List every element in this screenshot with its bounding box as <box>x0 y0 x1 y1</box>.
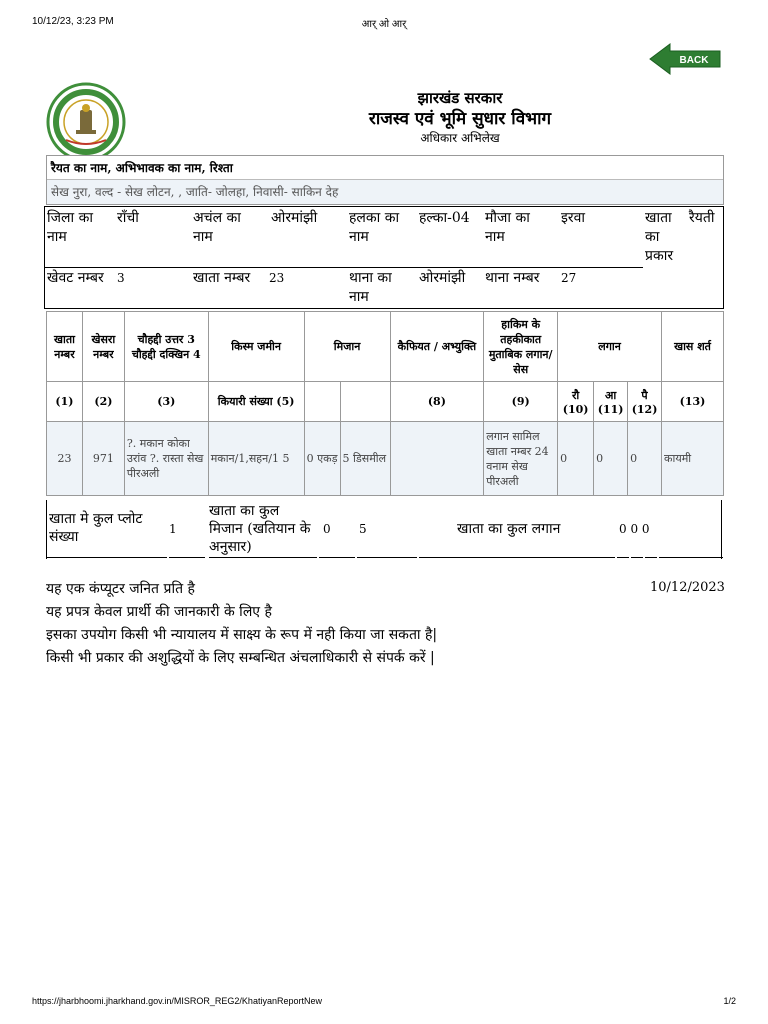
mauza-value: इरवा <box>561 210 586 226</box>
summary-rule <box>631 557 643 558</box>
num-2: (2) <box>82 382 124 422</box>
table-header-row <box>47 312 724 382</box>
owner-value: सेख नुरा, वल्द - सेख लोटन, , जाति- जोलहा, निवासी- साकिन देह <box>47 180 723 204</box>
cell-aa: 0 <box>594 422 628 496</box>
circle-label: अचंल का नाम <box>193 210 241 245</box>
total-mijan-acre: 0 <box>323 522 331 536</box>
num-13: (13) <box>662 382 724 422</box>
cell-decimal: 5 डिसमील <box>340 422 390 496</box>
col-kaifiyat: कैफियत / अभ्युक्ति <box>390 312 484 382</box>
thana-label: थाना का नाम <box>349 270 392 305</box>
page-number: 1/2 <box>723 996 736 1006</box>
cell-hakim: लगान सामिल खाता नम्बर 24 वनाम सेख पीरअली <box>484 422 558 496</box>
circle-value: ओरमांझी <box>271 210 318 226</box>
khewat-value: 3 <box>117 271 125 285</box>
thana-no-value: 27 <box>561 271 577 285</box>
department-header <box>300 88 620 146</box>
summary-rule <box>169 557 205 558</box>
table-row <box>47 422 724 496</box>
col-lagan: लगान <box>558 312 662 382</box>
cell-khata: 23 <box>47 422 83 496</box>
back-button-label: BACK <box>679 55 709 66</box>
summary-rule <box>617 557 629 558</box>
num-5: कियारी संख्या (5) <box>208 382 304 422</box>
total-lagan-label: खाता का कुल लगान <box>457 521 561 537</box>
summary-section <box>46 500 722 559</box>
total-mijan-decimal: 5 <box>359 522 367 536</box>
num-3: (3) <box>124 382 208 422</box>
location-divider <box>45 267 643 268</box>
note-2: यह प्रपत्र केवल प्रार्थी की जानकारी के लिए है <box>46 604 272 620</box>
state-government: झारखंड सरकार <box>417 89 503 107</box>
khata-label: खाता नम्बर <box>193 270 251 286</box>
khatiyan-table <box>46 311 724 496</box>
cell-khas-shart: कायमी <box>662 422 724 496</box>
print-datetime: 10/12/23, 3:23 PM <box>32 16 114 27</box>
print-footer <box>32 996 736 1010</box>
col-hakim: हाकिम के तहकीकात मुताबिक लगान/सेस <box>484 312 558 382</box>
owner-section <box>46 155 724 205</box>
col-khesra-no: खेसरा नम्बर <box>82 312 124 382</box>
cell-acre: 0 एकड़ <box>304 422 340 496</box>
thana-no-label: थाना नम्बर <box>485 270 540 286</box>
summary-rule <box>357 557 417 558</box>
note-4: किसी भी प्रकार की अशुद्धियों के लिए सम्बन्धित अंचलाधिकारी से संपर्क करें | <box>46 650 435 666</box>
cell-kaifiyat <box>390 422 484 496</box>
khata-type-label: खाता का प्रकार <box>645 210 674 264</box>
col-chauhaddi: चौहद्दी उत्तर 3 चौहद्दी दक्खिन 4 <box>124 312 208 382</box>
summary-rule <box>419 557 615 558</box>
print-header <box>32 16 736 30</box>
halka-label: हलका का नाम <box>349 210 400 245</box>
cell-kiyari: मकान/1,सहन/1 5 <box>208 422 304 496</box>
summary-rule <box>645 557 657 558</box>
mauza-label: मौजा का नाम <box>485 210 530 245</box>
col-khas-shart: खास शर्त <box>662 312 724 382</box>
district-label: जिला का नाम <box>47 210 93 245</box>
num-11: आ (11) <box>594 382 628 422</box>
summary-rule <box>659 557 723 558</box>
num-12: पै (12) <box>628 382 662 422</box>
back-arrow-icon <box>648 42 724 76</box>
plot-count-value: 1 <box>169 522 177 536</box>
disclaimer-notes <box>46 579 466 671</box>
thana-value: ओरमांझी <box>419 270 466 286</box>
num-10: रौ (10) <box>558 382 594 422</box>
summary-rule <box>319 557 355 558</box>
num-7 <box>340 382 390 422</box>
plot-count-label: खाता मे कुल प्लोट संख्या <box>49 511 143 545</box>
khata-value: 23 <box>269 271 285 285</box>
back-button[interactable] <box>648 42 724 76</box>
note-1: यह एक कंप्यूटर जनित प्रति है <box>46 581 195 597</box>
khewat-label: खेवट नम्बर <box>47 270 104 286</box>
total-lagan-value: 0 0 0 <box>619 522 650 536</box>
cell-rau: 0 <box>558 422 594 496</box>
col-mijan: मिजान <box>304 312 390 382</box>
page-url: https://jharbhoomi.jharkhand.gov.in/MISROR_REG2/KhatiyanReportNew <box>32 996 322 1006</box>
owner-label: रैयत का नाम, अभिभावक का नाम, रिश्ता <box>47 156 723 180</box>
department-name: राजस्व एवं भूमि सुधार विभाग <box>368 109 552 129</box>
col-kism: किस्म जमीन <box>208 312 304 382</box>
print-title: आर् ओ आर् <box>361 19 407 30</box>
khata-type-value: रैयती <box>689 210 715 226</box>
num-6 <box>304 382 340 422</box>
num-8: (8) <box>390 382 484 422</box>
generated-date: 10/12/2023 <box>650 580 725 595</box>
cell-pai: 0 <box>628 422 662 496</box>
cell-chauhaddi: ?. मकान कोका उरांव ?. रास्ता सेख पीरअली <box>124 422 208 496</box>
note-3: इसका उपयोग किसी भी न्यायालय में साक्ष्य के रूप में नही किया जा सकता है| <box>46 627 438 643</box>
location-section <box>44 206 724 309</box>
total-mijan-label: खाता का कुल मिजान (खतियान के अनुसार) <box>209 503 311 555</box>
num-1: (1) <box>47 382 83 422</box>
jharkhand-seal-logo <box>46 82 126 162</box>
district-value: राँची <box>117 210 139 226</box>
document-type: अधिकार अभिलेख <box>420 131 500 145</box>
summary-rule <box>47 557 167 558</box>
table-number-row <box>47 382 724 422</box>
num-9: (9) <box>484 382 558 422</box>
summary-rule <box>209 557 317 558</box>
cell-khesra: 971 <box>82 422 124 496</box>
halka-value: हल्का-04 <box>419 210 470 226</box>
col-khata-no: खाता नम्बर <box>47 312 83 382</box>
